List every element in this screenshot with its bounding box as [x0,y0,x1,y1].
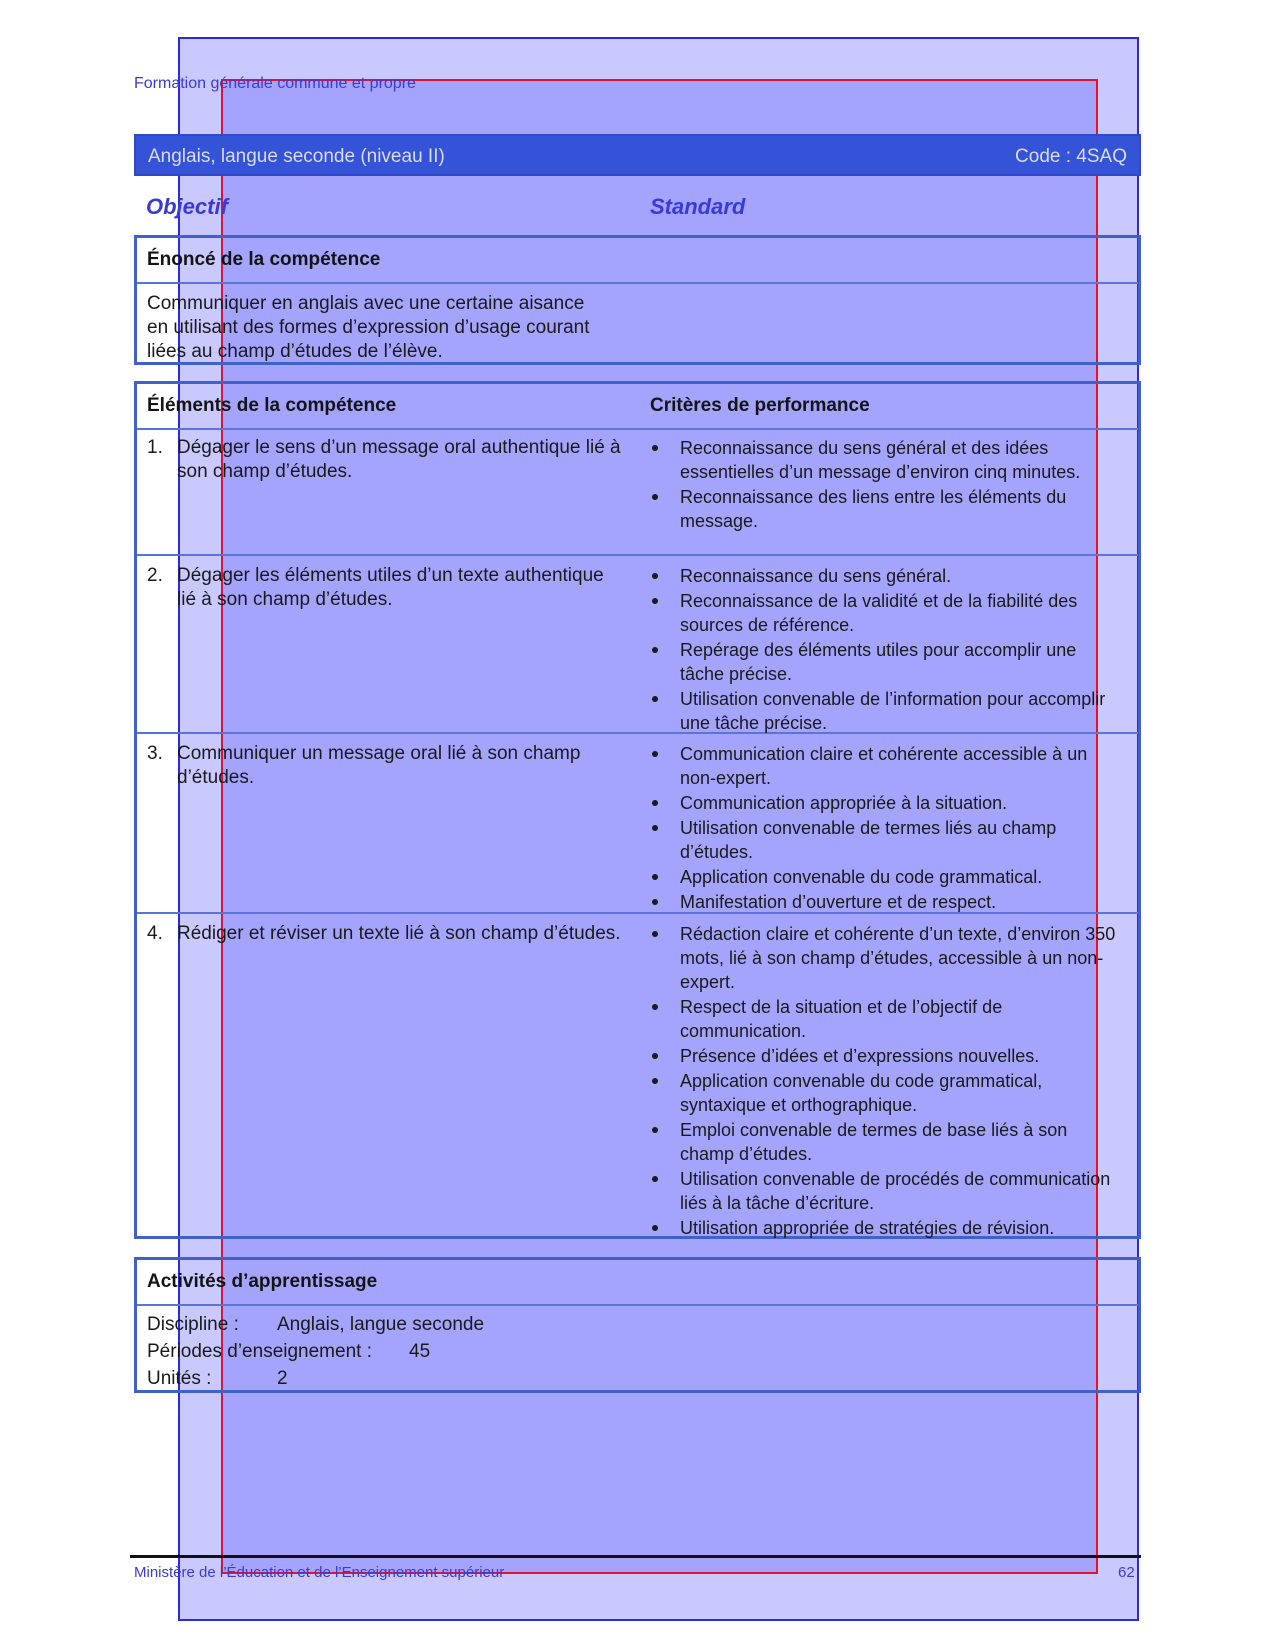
bullet-icon [652,899,658,905]
statement-line: en utilisant des formes d’expression d’usage courant [147,317,590,338]
element-row [137,428,1138,556]
bullet-icon [652,598,658,604]
element-text: Communiquer un message oral lié à son champ d’études. [177,743,581,788]
bullet-icon [652,445,658,451]
statement-line: Communiquer en anglais avec une certaine aisance [147,293,585,314]
element-row [137,914,1138,1238]
competency-statement-box [134,235,1141,365]
objective-label: Objectif [146,194,228,219]
bullet-icon [652,931,658,937]
bullet-icon [652,1176,658,1182]
elements-header [137,384,1138,430]
criterion-text: Reconnaissance du sens général et des idées essentielles d’un message d’environ cinq minutes. [680,438,1081,482]
element-text: Dégager le sens d’un message oral authentique lié à son champ d’études. [177,437,621,482]
element-number: 1. [147,437,163,458]
criterion-item [650,589,1120,637]
criteria-list [650,742,1120,915]
element-text: Dégager les éléments utiles d’un texte authentique lié à son champ d’études. [177,565,604,610]
criterion-text: Utilisation convenable de l’information pour accomplir une tâche précise. [680,689,1106,733]
footer-ministry: Ministère de l’Éducation et de l’Enseignement supérieur [134,1564,505,1581]
units-label: Unités : [147,1368,212,1389]
criterion-text: Rédaction claire et cohérente d’un texte, d’environ 350 mots, lié à son champ d’études, accessible à un non-expert. [680,924,1116,992]
element-number: 4. [147,923,163,944]
footer-divider [130,1555,1141,1558]
criterion-text: Présence d’idées et d’expressions nouvelles. [680,1046,1040,1066]
criterion-text: Application convenable du code grammatical, syntaxique et orthographique. [680,1071,1043,1115]
criterion-item [650,791,1120,815]
criterion-item [650,1118,1120,1166]
criterion-item [650,1216,1120,1240]
activities-heading: Activités d’apprentissage [147,1271,378,1292]
program-code: Code : 4SAQ [1015,146,1127,167]
learning-activities-box [134,1257,1141,1393]
criterion-text: Utilisation convenable de termes liés au champ d’études. [680,818,1057,862]
competency-statement-heading: Énoncé de la compétence [147,249,381,270]
periods-value: 45 [409,1341,431,1362]
criterion-text: Communication claire et cohérente accessible à un non-expert. [680,744,1088,788]
criterion-item [650,1167,1120,1215]
criterion-item [650,890,1120,914]
criterion-text: Application convenable du code grammatical. [680,867,1043,887]
criterion-item [650,1044,1120,1068]
periods-line [147,1341,431,1363]
criterion-text: Respect de la situation et de l’objectif de communication. [680,997,1003,1041]
competency-statement-text [147,292,590,364]
criterion-text: Utilisation appropriée de stratégies de révision. [680,1218,1055,1238]
bullet-icon [652,494,658,500]
criterion-item [650,687,1120,735]
bullet-icon [652,647,658,653]
bullet-icon [652,1225,658,1231]
discipline-label: Discipline : [147,1314,239,1335]
competency-statement-header [137,238,1138,284]
bullet-icon [652,1078,658,1084]
running-header: Formation générale commune et propre [134,75,416,92]
criteria-list [650,436,1120,534]
discipline-line [147,1314,485,1336]
criterion-item [650,436,1120,484]
units-value: 2 [277,1368,288,1389]
activities-header [137,1260,1138,1306]
criterion-item [650,742,1120,790]
bullet-icon [652,1053,658,1059]
criterion-item [650,638,1120,686]
criteria-list [650,922,1120,1241]
page-number: 62 [1118,1564,1135,1581]
criterion-text: Reconnaissance du sens général. [680,566,952,586]
standard-label: Standard [650,194,746,219]
element-number: 2. [147,565,163,586]
criterion-text: Communication appropriée à la situation. [680,793,1008,813]
criterion-text: Reconnaissance des liens entre les éléments du message. [680,487,1067,531]
bullet-icon [652,1127,658,1133]
competency-elements-box [134,381,1141,1239]
bullet-icon [652,751,658,757]
discipline-value: Anglais, langue seconde [277,1314,485,1335]
program-title: Anglais, langue seconde (niveau II) [148,146,445,167]
criterion-item [650,995,1120,1043]
criterion-text: Reconnaissance de la validité et de la fiabilité des sources de référence. [680,591,1078,635]
criterion-text: Emploi convenable de termes de base liés à son champ d’études. [680,1120,1068,1164]
element-number: 3. [147,743,163,764]
criterion-item [650,485,1120,533]
periods-label: Périodes d’enseignement : [147,1341,372,1362]
criterion-item [650,922,1120,994]
element-text: Rédiger et réviser un texte lié à son champ d’études. [177,923,621,944]
criterion-text: Utilisation convenable de procédés de communication liés à la tâche d’écriture. [680,1169,1111,1213]
elements-heading: Éléments de la compétence [147,395,397,416]
criterion-item [650,865,1120,889]
program-title-bar [134,134,1141,176]
criterion-item [650,1069,1120,1117]
bullet-icon [652,1004,658,1010]
criteria-heading: Critères de performance [650,395,870,416]
criteria-list [650,564,1120,736]
criterion-text: Repérage des éléments utiles pour accomplir une tâche précise. [680,640,1077,684]
bullet-icon [652,696,658,702]
bullet-icon [652,800,658,806]
bullet-icon [652,825,658,831]
bullet-icon [652,573,658,579]
element-row [137,556,1138,734]
criterion-text: Manifestation d’ouverture et de respect. [680,892,997,912]
element-row [137,734,1138,914]
criterion-item [650,816,1120,864]
units-line [147,1368,288,1390]
bullet-icon [652,874,658,880]
statement-line: liées au champ d’études de l’élève. [147,341,443,362]
criterion-item [650,564,1120,588]
